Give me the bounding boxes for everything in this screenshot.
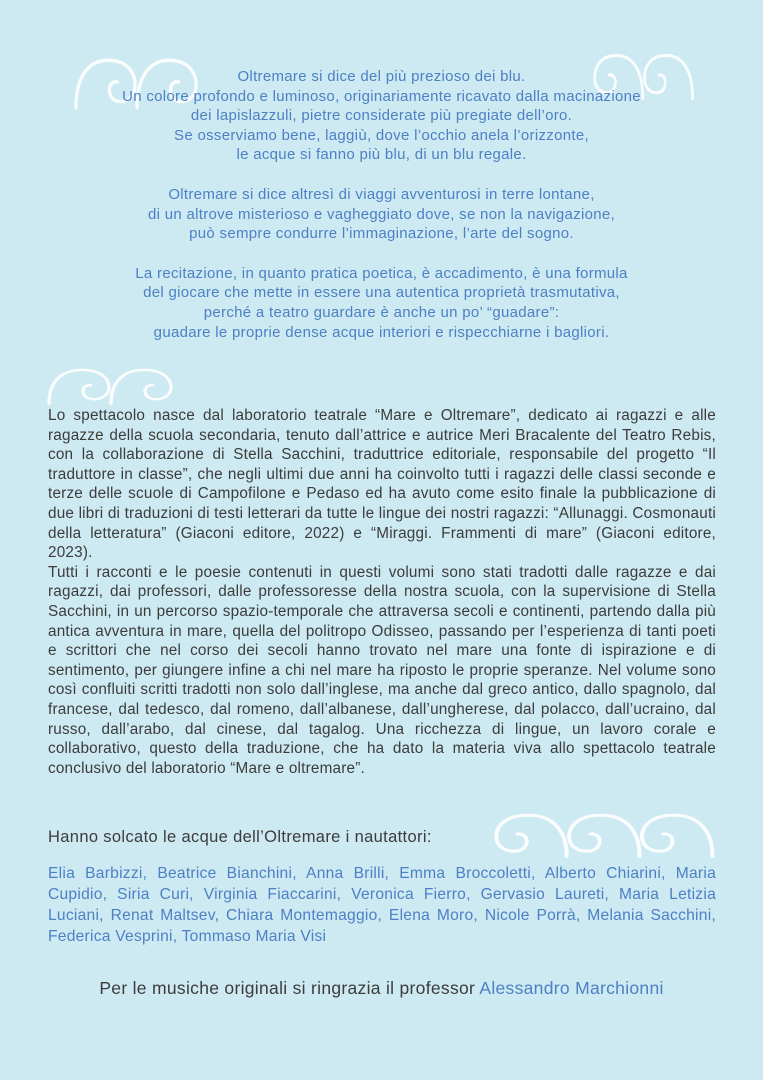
cast-names-list: Elia Barbizzi, Beatrice Bianchini, Anna Brilli, Emma Broccoletti, Alberto Chiarini, Maria Cupidio, Siria Curi, Virginia Fiaccarini, Veronica Fierro, Gervasio Laureti, Maria Letizia Luciani, Renat Maltsev, Chiara Montemaggio, Elena Moro, Nicole Porrà, Melania Sacchini, Federica Vesprini, Tommaso Maria Visi	[48, 865, 716, 945]
music-credits-name: Alessandro Marchionni	[479, 978, 664, 998]
intro-line: guadare le proprie dense acque interiori e rispecchiarne i bagliori.	[153, 323, 610, 341]
description-paragraph-2: Tutti i racconti e le poesie contenuti in questi volumi sono stati tradotti dalle ragazze e dai ragazzi, dai professori, dalle professoresse della nostra scuola, con la supervisione di Stella Sacchini, in un percorso spazio-temporale che attraversa secoli e continenti, partendo dalla più antica avventura in mare, quella del politropo Odisseo, passando per l’esperienza di tanti poeti e scrittori che nel corso dei secoli hanno trovato nel mare una fonte di ispirazione e di sentimento, per giungere infine a chi nel mare ha riposto le proprie speranze. Nel volume sono così confluiti scritti tradotti non solo dall’inglese, ma anche dal greco antico, dallo spagnolo, dal francese, dal tedesco, dal romeno, dall’albanese, dall’ungherese, dal polacco, dall’ucraino, dal russo, dall’arabo, dal cinese, dal tagalog. Una ricchezza di lingue, un lavoro corale e collaborativo, questo della traduzione, che ha dato la materia viva allo spettacolo teatrale conclusivo del laboratorio “Mare e oltremare”.	[48, 563, 716, 777]
intro-paragraph-3	[0, 264, 763, 342]
music-credits-prefix: Per le musiche originali si ringrazia il professor	[99, 978, 480, 998]
intro-line: dei lapislazzuli, pietre considerate più pregiate dell’oro.	[190, 107, 573, 125]
intro-poem	[0, 67, 763, 342]
description-text	[48, 406, 716, 778]
intro-line: Oltremare si dice altresì di viaggi avventurosi in terre lontane,	[168, 185, 595, 203]
intro-line: Oltremare si dice del più prezioso dei blu.	[237, 68, 526, 85]
description-paragraph-1: Lo spettacolo nasce dal laboratorio teatrale “Mare e Oltremare”, dedicato ai ragazzi e alle ragazze della scuola secondaria, tenuto dall’attrice e autrice Meri Bracalente del Teatro Rebis, con la collaborazione di Stella Sacchini, traduttrice editoriale, responsabile del progetto “Il traduttore in classe”, che negli ultimi due anni ha coinvolto tutti i ragazzi delle classi seconde e terze delle scuole di Campofilone e Pedaso ed ha avuto come esito finale la pubblicazione di due libri di traduzioni di testi letterari da tutte le lingue dei nostri ragazzi: “Allunaggi. Cosmonauti della letteratura” (Giaconi editore, 2022) e “Miraggi. Frammenti di mare” (Giaconi editore, 2023).	[48, 407, 716, 562]
intro-line: La recitazione, in quanto pratica poetica, è accadimento, è una formula	[135, 264, 628, 282]
intro-line: perché a teatro guardare è anche un po’ “guadare”:	[203, 303, 560, 321]
intro-line: di un altrove misterioso e vagheggiato dove, se non la navigazione,	[147, 205, 616, 223]
wave-middle-left-icon	[46, 364, 178, 408]
intro-line: Se osserviamo bene, laggiù, dove l’occhio anela l’orizzonte,	[174, 126, 589, 144]
music-credits	[0, 978, 763, 999]
intro-line: Un colore profondo e luminoso, originariamente ricavato dalla macinazione	[122, 87, 641, 105]
intro-paragraph-1	[0, 67, 763, 165]
intro-paragraph-2	[0, 185, 763, 244]
intro-line: del giocare che mette in essere una autentica proprietà trasmutativa,	[143, 284, 620, 302]
wave-bottom-right-icon	[488, 808, 716, 862]
intro-line: le acque si fanno più blu, di un blu regale.	[236, 146, 527, 164]
cast-heading: Hanno solcato le acque dell’Oltremare i nautattori:	[48, 828, 432, 846]
intro-line: può sempre condurre l’immaginazione, l’arte del sogno.	[189, 225, 574, 243]
